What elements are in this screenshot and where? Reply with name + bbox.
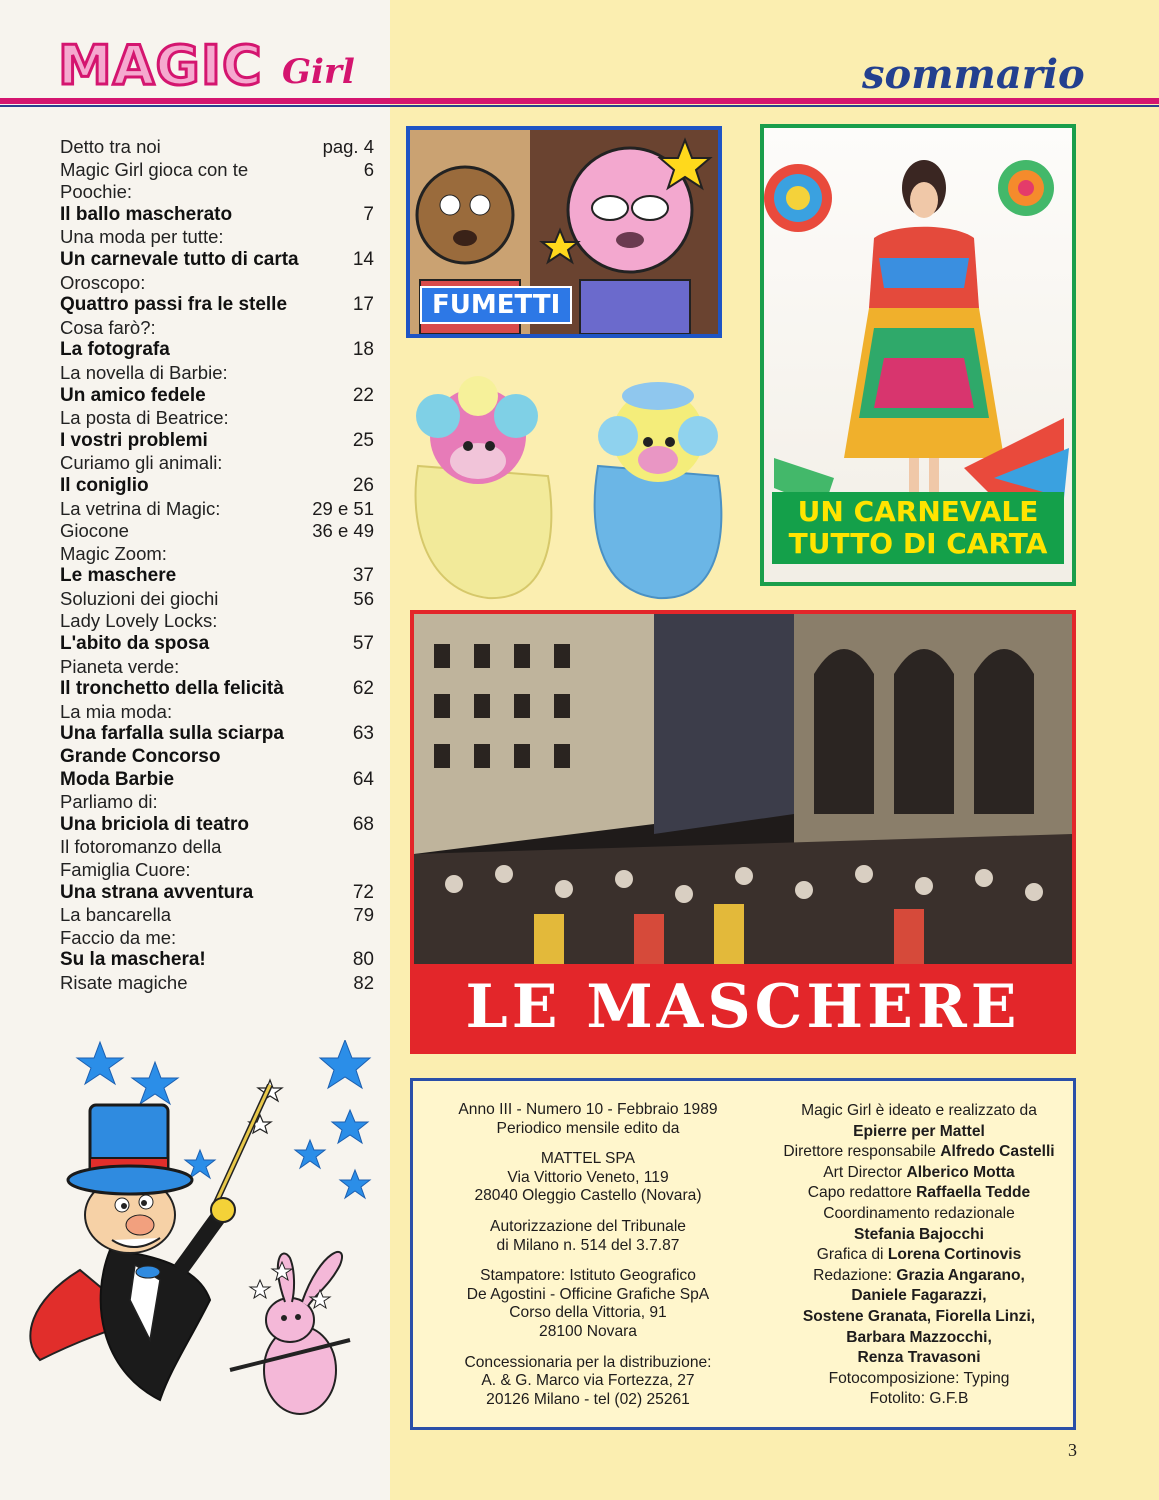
credit-role: Fotocomposizione: Typing: [828, 1369, 1010, 1387]
credit-line: [763, 1245, 1075, 1266]
toc-entry-title: Giocone: [60, 520, 129, 542]
toc-entry-page: 36 e 49: [312, 520, 374, 542]
toc-entry: [60, 610, 374, 633]
section-title: sommario: [862, 51, 1085, 98]
toc-entry: [60, 633, 374, 656]
toc-entry-title: Il fotoromanzo della: [60, 836, 222, 858]
credit-line: [763, 1101, 1075, 1122]
colophon-line: Via Vittorio Veneto, 119: [507, 1168, 669, 1186]
colophon-box: [410, 1078, 1076, 1430]
toc-entry: [60, 769, 374, 792]
toc-entry: [60, 452, 374, 475]
page-number: 3: [1068, 1440, 1077, 1460]
toc-entry-title: I vostri problemi: [60, 429, 208, 451]
toc-entry-title: Detto tra noi: [60, 136, 161, 157]
toc-entry-title: Faccio da me:: [60, 926, 177, 948]
toc-entry-title: L'abito da sposa: [60, 633, 210, 655]
toc-entry-title: La posta di Beatrice:: [60, 407, 229, 429]
credit-line: [763, 1286, 1075, 1307]
credit-name: Alberico Motta: [906, 1163, 1015, 1181]
credit-line: [763, 1266, 1075, 1287]
toc-entry: [60, 949, 374, 972]
toc-entry-page: 68: [352, 813, 374, 835]
toc-entry-title: Una strana avventura: [60, 881, 254, 903]
header-rule-magenta: [0, 98, 1159, 104]
maschere-panel: [410, 610, 1076, 1054]
toc-entry: [60, 746, 374, 769]
toc-entry-title: Un carnevale tutto di carta: [60, 248, 299, 270]
toc-entry: [60, 543, 374, 566]
credit-role: Magic Girl è ideato e realizzato da: [801, 1102, 1037, 1119]
colophon-line: Autorizzazione del Tribunale: [490, 1217, 686, 1235]
toc-entry: [60, 339, 374, 362]
carnevale-panel: [760, 124, 1076, 586]
toc-entry-title: Una briciola di teatro: [60, 813, 249, 835]
colophon-line: A. & G. Marco via Fortezza, 27: [481, 1372, 695, 1390]
credit-line: [763, 1122, 1075, 1143]
credit-role: Fotolito: G.F.B: [869, 1390, 969, 1408]
toc-entry: [60, 362, 374, 385]
colophon-spacer: [413, 1342, 763, 1354]
credit-line: [763, 1369, 1075, 1390]
colophon-line: di Milano n. 514 del 3.7.87: [496, 1236, 680, 1254]
toc-entry-page: 25: [352, 429, 374, 451]
toc-entry-title: La bancarella: [60, 904, 172, 926]
credit-line: [763, 1348, 1075, 1369]
toc-entry: [60, 656, 374, 679]
toc-entry: [60, 701, 374, 724]
toc-entry: [60, 475, 374, 498]
toc-entry-page: 26: [352, 474, 374, 496]
colophon-spacer: [413, 1255, 763, 1267]
toc-entry-title: Quattro passi fra le stelle: [60, 294, 288, 316]
credit-role: Grafica di: [816, 1246, 888, 1264]
credit-role: Capo redattore: [807, 1184, 917, 1202]
credit-role: Direttore responsabile: [783, 1143, 941, 1161]
toc-entry: [60, 723, 374, 746]
carnevale-label: [772, 492, 1064, 564]
toc-entry-page: pag. 4: [322, 136, 374, 157]
maschere-label: LE MASCHERE: [414, 964, 1072, 1050]
toc-entry: [60, 882, 374, 905]
toc-entry-page: 64: [352, 768, 374, 790]
colophon-credits: [763, 1101, 1075, 1410]
credit-line: [763, 1307, 1075, 1328]
credit-line: [763, 1163, 1075, 1184]
toc-entry-page: 37: [352, 565, 374, 587]
toc-entry-title: Moda Barbie: [60, 768, 175, 790]
credit-line: [763, 1142, 1075, 1163]
toc-entry: [60, 814, 374, 837]
carnevale-label-line-1: UN CARNEVALE: [797, 495, 1039, 528]
toc-entry-title: Magic Zoom:: [60, 542, 167, 564]
colophon-line: Anno III - Numero 10 - Febbraio 1989: [458, 1101, 718, 1118]
colophon-line: 28040 Oleggio Castello (Novara): [474, 1187, 702, 1205]
toc-entry: [60, 836, 374, 859]
toc-entry: [60, 249, 374, 272]
toc-entry-title: Su la maschera!: [60, 949, 206, 971]
toc-entry: [60, 791, 374, 814]
toc-entry: [60, 272, 374, 295]
carnevale-label-line-2: TUTTO DI CARTA: [788, 527, 1048, 560]
toc-entry: [60, 159, 374, 182]
toc-entry-title: Risate magiche: [60, 971, 188, 993]
toc-entry: [60, 588, 374, 611]
logo-magic: MAGIC: [58, 34, 263, 97]
toc-entry: [60, 972, 374, 995]
toc-entry-title: Poochie:: [60, 181, 132, 203]
credit-name: Daniele Fagarazzi,: [851, 1287, 987, 1305]
poochie-plush-photo: [398, 376, 740, 606]
credit-name: Renza Travasoni: [857, 1349, 981, 1367]
credit-line: [763, 1389, 1075, 1410]
toc-entry-page: 14: [352, 248, 374, 270]
toc-entry-title: Parliamo di:: [60, 791, 158, 813]
toc-entry-title: Magic Girl gioca con te: [60, 158, 249, 180]
toc-entry-title: La vetrina di Magic:: [60, 497, 221, 519]
colophon-publisher-info: [413, 1101, 763, 1409]
toc-entry-title: La novella di Barbie:: [60, 361, 228, 383]
colophon-spacer: [413, 1138, 763, 1150]
toc-entry-title: Una farfalla sulla sciarpa: [60, 723, 284, 745]
credit-name: Raffaella Tedde: [916, 1184, 1031, 1202]
toc-entry-page: 56: [353, 587, 374, 609]
credit-line: [763, 1328, 1075, 1349]
toc-entry-title: Grande Concorso: [60, 746, 221, 768]
colophon-line: 28100 Novara: [539, 1322, 637, 1340]
toc-entry-title: Soluzioni dei giochi: [60, 587, 219, 609]
toc-entry-page: 6: [363, 158, 374, 180]
toc-entry: [60, 181, 374, 204]
toc-entry-title: Cosa farò?:: [60, 316, 156, 338]
toc-entry-page: 82: [353, 971, 374, 993]
toc-entry: [60, 226, 374, 249]
toc-entry: [60, 520, 374, 543]
toc-entry-page: 22: [352, 384, 374, 406]
toc-entry: [60, 385, 374, 408]
colophon-line: MATTEL SPA: [540, 1150, 636, 1168]
toc-entry-page: 7: [363, 203, 374, 225]
toc-entry: [60, 407, 374, 430]
toc-entry-title: Pianeta verde:: [60, 655, 180, 677]
toc-entry: [60, 317, 374, 340]
colophon-line: Corso della Vittoria, 91: [509, 1304, 667, 1322]
toc-entry-title: Una moda per tutte:: [60, 226, 224, 248]
toc-entry: [60, 678, 374, 701]
fumetti-label: FUMETTI: [420, 286, 572, 324]
toc-entry-page: 62: [352, 678, 374, 700]
toc-entry-title: Il ballo mascherato: [60, 203, 233, 225]
colophon-line: 20126 Milano - tel (02) 25261: [486, 1390, 690, 1408]
toc-entry-page: 57: [352, 633, 374, 655]
toc-entry: [60, 859, 374, 882]
credit-line: [763, 1183, 1075, 1204]
credit-name: Epierre per Mattel: [853, 1122, 985, 1140]
toc-entry: [60, 136, 374, 159]
toc-entry-page: 18: [352, 339, 374, 361]
toc-entry-title: Famiglia Cuore:: [60, 859, 191, 880]
colophon-line: Periodico mensile edito da: [496, 1119, 680, 1137]
toc-entry-page: 79: [353, 904, 374, 926]
credit-name: Sostene Granata, Fiorella Linzi,: [802, 1307, 1036, 1325]
toc-entry: [60, 904, 374, 927]
toc-entry-page: 17: [352, 294, 374, 316]
toc-entry: [60, 498, 374, 521]
toc-entry: [60, 430, 374, 453]
table-of-contents: [60, 136, 374, 995]
credit-role: Art Director: [823, 1163, 907, 1181]
header-rule-blue: [0, 105, 1159, 107]
toc-entry-title: Un amico fedele: [60, 384, 206, 406]
magician-illustration: [20, 1040, 380, 1460]
credit-name: Grazia Angarano,: [896, 1266, 1025, 1284]
toc-entry: [60, 565, 374, 588]
credit-line: [763, 1204, 1075, 1225]
colophon-line: De Agostini - Officine Grafiche SpA: [466, 1285, 710, 1303]
toc-entry-title: Il tronchetto della felicità: [60, 678, 284, 700]
toc-entry-title: La fotografa: [60, 339, 170, 361]
colophon-line: Concessionaria per la distribuzione:: [464, 1353, 712, 1371]
credit-role: Coordinamento redazionale: [823, 1204, 1015, 1222]
credit-role: Redazione:: [813, 1266, 897, 1284]
toc-entry-title: Oroscopo:: [60, 271, 146, 293]
credit-name: Stefania Bajocchi: [854, 1225, 984, 1243]
toc-entry-title: La mia moda:: [60, 700, 173, 722]
toc-entry: [60, 294, 374, 317]
logo-girl: Girl: [282, 52, 355, 92]
toc-entry-page: 63: [352, 723, 374, 745]
colophon-line: Stampatore: Istituto Geografico: [480, 1267, 696, 1285]
toc-entry-title: Curiamo gli animali:: [60, 452, 223, 474]
credit-name: Alfredo Castelli: [940, 1143, 1055, 1161]
toc-entry-title: Lady Lovely Locks:: [60, 610, 218, 632]
toc-entry: [60, 927, 374, 950]
toc-entry-title: Le maschere: [60, 565, 177, 587]
toc-entry-page: 29 e 51: [312, 497, 374, 519]
toc-entry-page: 72: [352, 881, 374, 903]
credit-name: Barbara Mazzocchi,: [846, 1328, 992, 1346]
toc-entry: [60, 204, 374, 227]
credit-name: Lorena Cortinovis: [887, 1246, 1022, 1264]
colophon-spacer: [413, 1206, 763, 1218]
toc-entry-page: 80: [352, 949, 374, 971]
toc-entry-title: Il coniglio: [60, 474, 149, 496]
credit-line: [763, 1225, 1075, 1246]
fumetti-panel: [406, 126, 722, 338]
